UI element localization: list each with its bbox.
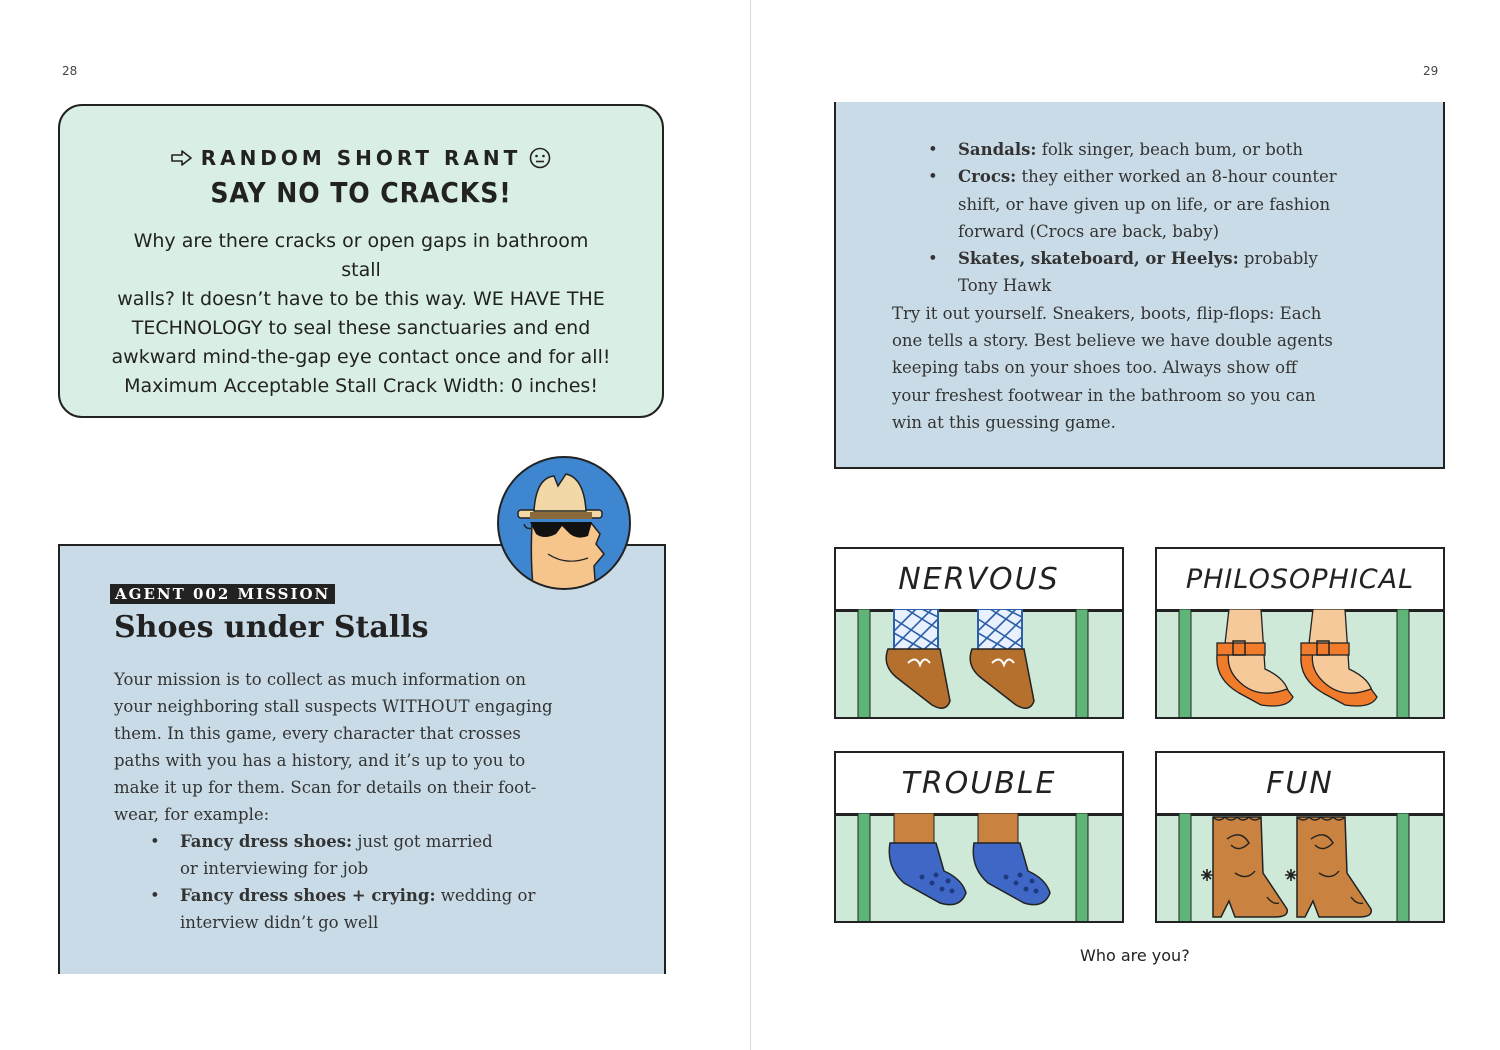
item-text: probably [1238, 249, 1318, 269]
closing-line: win at this guessing game. [892, 412, 1116, 432]
closing-line: keeping tabs on your shoes too. Always show off [892, 358, 1297, 378]
mission-box [58, 544, 666, 974]
shoe-types-body [892, 136, 1392, 436]
page-number: 29 [1423, 64, 1439, 78]
comic-panel-fun [1155, 751, 1445, 923]
list-item [892, 245, 1392, 300]
rant-body [111, 227, 611, 401]
rant-line: walls? It doesn’t have to be this way. WE HAVE THE [117, 288, 605, 310]
item-label: Crocs: [958, 167, 1017, 187]
item-text: Tony Hawk [958, 276, 1052, 296]
arrow-right-icon [171, 150, 193, 166]
mission-line: paths with you has a history, and it’s up to you to [114, 751, 526, 770]
rant-line: TECHNOLOGY to seal these sanctuaries and end [131, 317, 591, 339]
mission-line: wear, for example: [114, 805, 270, 824]
list-item [114, 882, 624, 936]
rant-line: awkward mind-the-gap eye contact once and for all! [111, 346, 611, 368]
rant-line: Maximum Acceptable Stall Crack Width: 0 inches! [124, 375, 598, 397]
panel-caption: Who are you? [1080, 946, 1190, 965]
mission-title: Shoes under Stalls [114, 610, 429, 645]
shoe-types-list [892, 136, 1392, 300]
rant-line: Why are there cracks or open gaps in bathroom stall [133, 230, 589, 281]
loafer-shoes-icon [836, 609, 1124, 719]
mission-body [114, 666, 624, 936]
crocs-icon [836, 813, 1124, 923]
cowboy-boots-icon [1157, 813, 1445, 923]
item-label: Sandals: [958, 140, 1037, 159]
closing-line: Try it out yourself. Sneakers, boots, flip-flops: Each [892, 303, 1322, 323]
panel-label: FUN [1157, 753, 1443, 816]
item-text: interview didn’t go well [180, 913, 379, 932]
mission-line: make it up for them. Scan for details on their foot- [114, 778, 537, 797]
rant-title: SAY NO TO CRACKS! [210, 176, 512, 209]
item-text: they either worked an 8-hour counter [1016, 167, 1337, 187]
comic-panel-philosophical [1155, 547, 1445, 719]
mission-line: your neighboring stall suspects WITHOUT engaging [114, 697, 553, 716]
neutral-face-icon [529, 147, 551, 169]
shoe-types-box [834, 102, 1445, 469]
rant-box [58, 104, 664, 418]
panel-label: NERVOUS [836, 549, 1122, 612]
closing-line: one tells a story. Best believe we have double agents [892, 331, 1333, 351]
comic-panel-trouble [834, 751, 1124, 923]
mission-line: Your mission is to collect as much information on [114, 670, 527, 689]
list-item [892, 163, 1392, 245]
rant-kicker-text: RANDOM SHORT RANT [200, 146, 522, 170]
item-label: Skates, skateboard, or Heelys: [958, 249, 1239, 269]
panel-label: TROUBLE [836, 753, 1122, 816]
item-text: shift, or have given up on life, or are fashion [958, 194, 1331, 214]
mission-badge: AGENT 002 MISSION [110, 584, 335, 604]
list-item [892, 136, 1392, 163]
item-label: Fancy dress shoes: [180, 832, 353, 851]
item-text: just got married [352, 832, 493, 851]
spy-agent-avatar [496, 454, 632, 592]
page-number: 28 [62, 64, 78, 78]
rant-kicker [60, 146, 662, 170]
item-text: or interviewing for job [180, 859, 369, 878]
item-text: wedding or [435, 886, 536, 905]
sandals-icon [1157, 609, 1445, 719]
panel-label: PHILOSOPHICAL [1157, 549, 1443, 612]
closing-line: your freshest footwear in the bathroom so you can [892, 385, 1316, 405]
list-item [114, 828, 624, 882]
comic-panel-nervous [834, 547, 1124, 719]
item-text: folk singer, beach bum, or both [1036, 140, 1303, 159]
item-label: Fancy dress shoes + crying: [180, 886, 436, 905]
item-text: forward (Crocs are back, baby) [958, 221, 1220, 241]
mission-line: them. In this game, every character that crosses [114, 724, 521, 743]
mission-list [114, 828, 624, 936]
